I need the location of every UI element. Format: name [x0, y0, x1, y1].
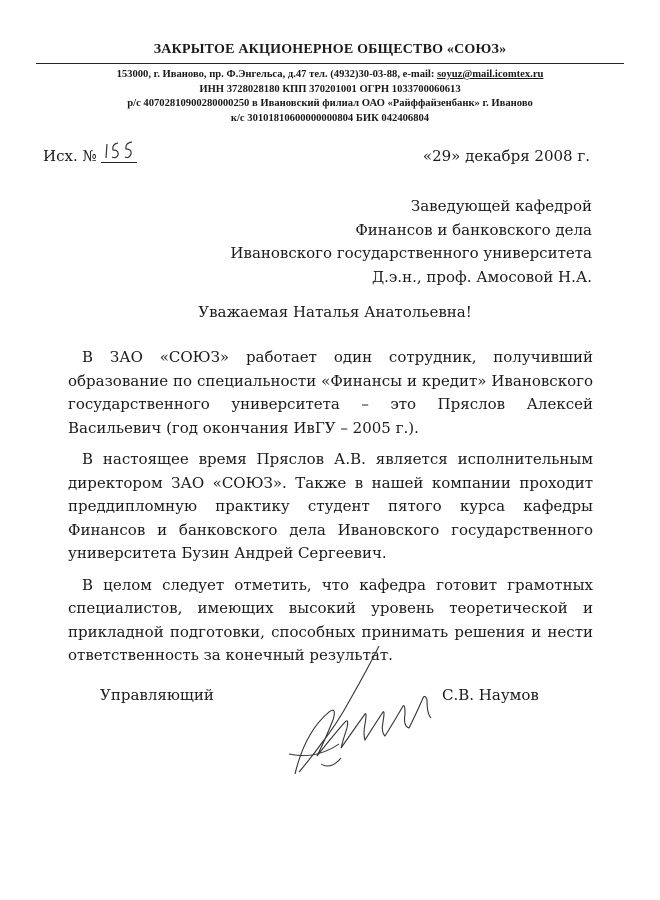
address-text: 153000, г. Иваново, пр. Ф.Энгельса, д.47 тел. (4932)30-03-88, e-mail:	[116, 69, 438, 80]
company-bank-account: р/с 40702810900280000250 в Ивановский филиал ОАО «Райффайзенбанк» г. Иваново	[127, 98, 533, 109]
company-address	[30, 68, 630, 83]
body-paragraph: В целом следует отметить, что кафедра готовит грамотных специалистов, имеющих высокий уровень теоретической и прикладной подготовки, способных принимать решения и нести ответственность за конечный результат.	[68, 575, 593, 664]
signatory-title: Управляющий	[100, 686, 214, 704]
addressee-line: Финансов и банковского дела	[355, 220, 592, 239]
addressee-line: Заведующей кафедрой	[410, 197, 592, 215]
company-name: ЗАКРЫТОЕ АКЦИОНЕРНОЕ ОБЩЕСТВО «СОЮЗ»	[36, 42, 624, 64]
company-correspondent-account: к/с 30101810600000000804 БИК 042406804	[230, 112, 430, 124]
addressee-line: Ивановского государственного университета	[230, 244, 592, 262]
outgoing-number	[43, 147, 137, 165]
company-ids: ИНН 3728028180 КПП 370201001 ОГРН 1033700060613	[199, 83, 461, 95]
outgoing-label: Исх. №	[43, 147, 97, 165]
company-email[interactable]: soyuz@mail.icomtex.ru	[437, 69, 544, 80]
addressee-line: Д.э.н., проф. Амосовой Н.А.	[371, 267, 592, 286]
handwritten-number	[101, 148, 137, 163]
letter-date: «29» декабря 2008 г.	[422, 147, 590, 165]
addressee-block	[230, 195, 592, 289]
signatory-name: С.В. Наумов	[442, 686, 539, 704]
salutation: Уважаемая Наталья Анатольевна!	[198, 303, 472, 321]
letter-body	[68, 346, 593, 676]
body-paragraph: В настоящее время Пряслов А.В. является исполнительным директором ЗАО «СОЮЗ». Также в нашей компании проходит преддипломную практику студент пятого курса кафедры Финансов и банковского дела Ивановского государственного университета Бузин Андрей Сергеевич.	[68, 450, 593, 562]
handwritten-signature	[275, 640, 445, 790]
letterhead	[30, 42, 630, 126]
handwritten-number-icon	[103, 140, 137, 162]
body-paragraph: В ЗАО «СОЮЗ» работает один сотрудник, получивший образование по специальности «Финансы и кредит» Ивановского государственного университета – это Пряслов Алексей Васильевич (год окончания ИвГУ – 2005 г.).	[68, 348, 593, 437]
